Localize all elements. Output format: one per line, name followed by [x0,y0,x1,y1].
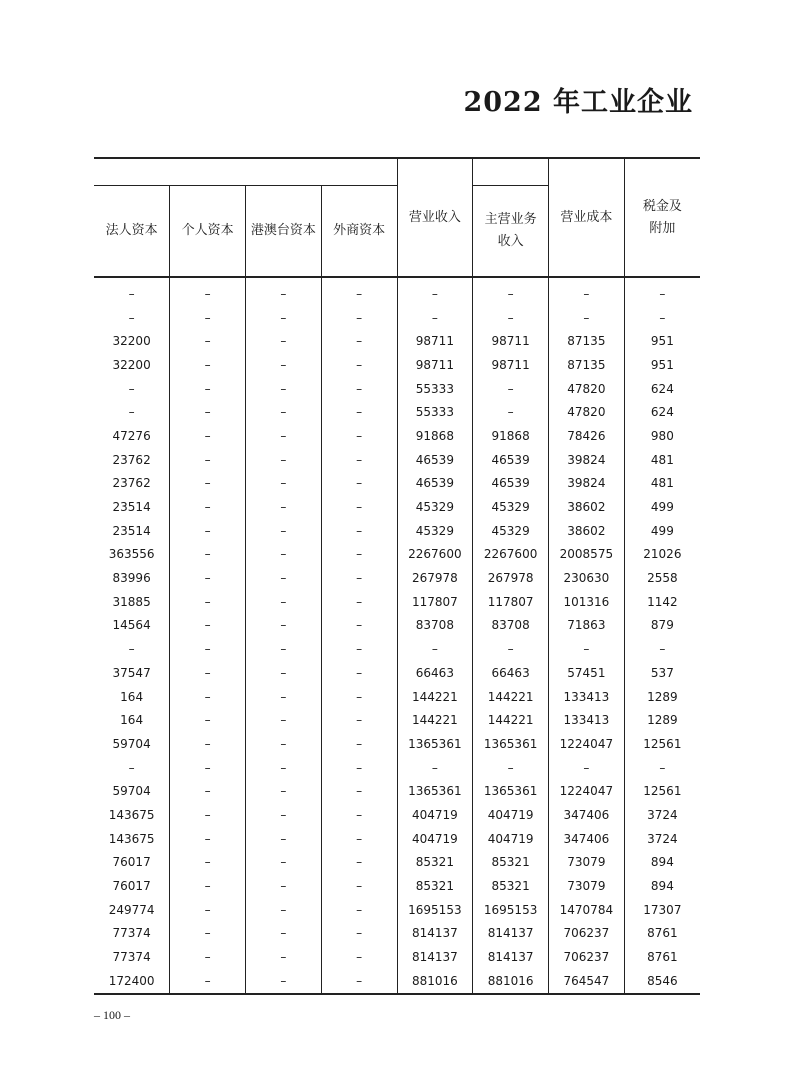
table-cell: – [321,448,397,472]
page-number: – 100 – [94,1008,130,1022]
table-cell: – [246,329,322,353]
table-cell: – [170,543,246,567]
table-cell: 1695153 [397,898,473,922]
table-cell: 2558 [624,566,700,590]
table-cell: 144221 [397,685,473,709]
table-cell: – [170,756,246,780]
table-cell: – [397,637,473,661]
table-row [94,732,700,756]
table-cell: – [321,803,397,827]
table-cell: – [246,448,322,472]
table-cell: 98711 [397,353,473,377]
table-cell: 8761 [624,945,700,969]
table-cell: – [321,353,397,377]
table-cell: 91868 [473,424,549,448]
table-cell: – [128,760,135,775]
table-row [94,566,700,590]
table-header [94,158,700,277]
table-cell: – [321,519,397,543]
table-cell: – [321,590,397,614]
table-cell: – [246,590,322,614]
table-cell: 133413 [549,708,625,732]
statistics-table [94,157,700,995]
table-cell: – [473,377,549,401]
table-cell: 143675 [108,807,155,822]
table-row [94,898,700,922]
table-cell: 55333 [397,377,473,401]
table-cell: – [246,969,322,994]
table-cell: 347406 [549,803,625,827]
table-cell: – [397,756,473,780]
table-cell: – [321,306,397,330]
table-cell: 1470784 [549,898,625,922]
table-cell: 172400 [94,969,170,994]
table-cell: 133413 [549,685,625,709]
table-row [94,969,700,994]
table-row [94,519,700,543]
table-cell: – [128,381,135,396]
table-cell: 164 [120,713,144,728]
page-title: 2022 年工业企业 [463,87,693,118]
table-cell: – [170,969,246,994]
table-cell: 46539 [473,472,549,496]
table-row [94,827,700,851]
table-cell: 14564 [112,618,151,633]
header-legal-person-capital: 法人资本 [94,186,170,278]
table-cell: 230630 [549,566,625,590]
table-cell: – [246,898,322,922]
table-cell: – [321,543,397,567]
table-cell: 117807 [473,590,549,614]
table-cell: – [170,945,246,969]
table-cell: 164 [120,689,144,704]
table-cell: – [397,306,473,330]
table-cell: – [170,732,246,756]
table-cell: 363556 [108,547,155,562]
table-cell: 55333 [397,400,473,424]
table-cell: 47820 [549,400,625,424]
table-cell: – [170,519,246,543]
table-cell: – [170,353,246,377]
table-cell: – [170,424,246,448]
table-cell: 347406 [549,827,625,851]
table-cell: 8546 [624,969,700,994]
table-cell: 764547 [549,969,625,994]
table-cell: 98711 [473,353,549,377]
table-cell: – [246,661,322,685]
table-cell: – [624,756,700,780]
table-cell: – [321,756,397,780]
table-cell: 1289 [624,685,700,709]
table-cell: 32200 [112,357,151,372]
table-cell: – [246,874,322,898]
table-cell: 144221 [397,708,473,732]
table-cell: – [473,306,549,330]
table-cell: 249774 [108,902,155,917]
table-cell: 66463 [397,661,473,685]
table-cell: 706237 [549,945,625,969]
table-cell: 267978 [473,566,549,590]
table-cell: – [246,495,322,519]
table-cell: – [321,637,397,661]
table-cell: 98711 [397,329,473,353]
table-cell: – [397,277,473,306]
table-cell: 1365361 [397,779,473,803]
table-cell: 59704 [112,784,151,799]
table-row [94,424,700,448]
table-cell: – [170,590,246,614]
table-cell: – [170,661,246,685]
table-cell: – [246,732,322,756]
table-cell: – [321,685,397,709]
table-cell: – [170,898,246,922]
table-row [94,353,700,377]
table-cell: 1224047 [549,779,625,803]
table-cell: 21026 [624,543,700,567]
table-cell: 83708 [397,614,473,638]
table-cell: – [170,685,246,709]
table-cell: – [246,353,322,377]
header-foreign-capital: 外商资本 [321,186,397,278]
table-cell: 2267600 [397,543,473,567]
table-cell: 881016 [397,969,473,994]
table-cell: – [321,708,397,732]
table-cell: – [246,779,322,803]
table-row [94,922,700,946]
table-cell: 404719 [397,803,473,827]
table-cell: – [170,922,246,946]
table-cell: – [246,306,322,330]
table-cell: 37547 [112,665,151,680]
table-row [94,495,700,519]
table-cell: – [170,400,246,424]
table-cell: – [321,851,397,875]
table-cell: – [321,377,397,401]
table-cell: – [473,277,549,306]
table-row [94,472,700,496]
table-cell: 57451 [549,661,625,685]
table-cell: – [321,495,397,519]
table-cell: – [321,827,397,851]
table-cell: 85321 [473,851,549,875]
table-row [94,685,700,709]
table-cell: – [170,377,246,401]
table-cell: 706237 [549,922,625,946]
table-cell: 76017 [112,855,151,870]
table-cell: 46539 [397,472,473,496]
table-cell: 481 [624,472,700,496]
table-cell: 1695153 [473,898,549,922]
table-cell: 951 [624,353,700,377]
table-cell: – [246,377,322,401]
table-cell: – [246,685,322,709]
table-cell: 404719 [473,803,549,827]
table-cell: 45329 [473,495,549,519]
table-cell: – [624,637,700,661]
table-cell: 814137 [397,945,473,969]
table-row [94,543,700,567]
table-row [94,306,700,330]
table-cell: 71863 [549,614,625,638]
table-row [94,637,700,661]
table-cell: 45329 [397,519,473,543]
header-group-main-business [473,158,549,186]
table-cell: 951 [624,329,700,353]
table-cell: – [473,400,549,424]
table-cell: 17307 [624,898,700,922]
table-cell: 12561 [624,779,700,803]
table-cell: – [170,472,246,496]
table-cell: 23514 [112,500,151,515]
table-row [94,329,700,353]
table-cell: – [321,779,397,803]
table-cell: – [549,306,625,330]
table-cell: – [170,851,246,875]
table-row [94,400,700,424]
table-cell: – [170,874,246,898]
table-cell: – [170,614,246,638]
table-row [94,803,700,827]
table-row [94,874,700,898]
header-individual-capital: 个人资本 [170,186,246,278]
table-cell: 85321 [397,851,473,875]
table-cell: – [624,306,700,330]
table-cell: 144221 [473,685,549,709]
table-row [94,590,700,614]
table-cell: 46539 [473,448,549,472]
table-cell: – [321,400,397,424]
table-cell: 1365361 [473,779,549,803]
table-cell: – [170,708,246,732]
table-cell: 77374 [112,950,151,965]
table-cell: – [170,448,246,472]
table-cell: 73079 [549,851,625,875]
table-cell: 144221 [473,708,549,732]
table-cell: – [170,827,246,851]
table-cell: 85321 [397,874,473,898]
table-cell: 8761 [624,922,700,946]
table-cell: 980 [624,424,700,448]
table-cell: 101316 [549,590,625,614]
table-cell: – [321,874,397,898]
table-cell: 2008575 [549,543,625,567]
table-cell: 39824 [549,448,625,472]
table-cell: – [246,637,322,661]
table-cell: – [246,566,322,590]
table-cell: – [128,286,135,301]
table-cell: – [321,661,397,685]
table-cell: 73079 [549,874,625,898]
table-cell: 23514 [112,523,151,538]
table-cell: – [321,945,397,969]
table-cell: 83708 [473,614,549,638]
table-cell: 404719 [473,827,549,851]
table-cell: – [473,756,549,780]
table-cell: – [624,277,700,306]
table-cell: – [246,424,322,448]
table-row [94,945,700,969]
table-cell: 267978 [397,566,473,590]
table-cell: – [170,779,246,803]
table-cell: – [246,543,322,567]
table-cell: 87135 [549,329,625,353]
table-cell: – [246,708,322,732]
table-cell: 87135 [549,353,625,377]
table-row [94,851,700,875]
table-cell: – [246,400,322,424]
table-cell: 77374 [112,926,151,941]
table-cell: 879 [624,614,700,638]
table-cell: – [246,614,322,638]
header-taxes-surcharges: 税金及 附加 [624,158,700,277]
table-cell: 23762 [112,452,151,467]
table-cell: 117807 [397,590,473,614]
table-cell: – [321,277,397,306]
table-cell: – [321,898,397,922]
table-cell: – [321,329,397,353]
table-cell: 91868 [397,424,473,448]
table-cell: – [170,495,246,519]
table-cell: – [128,310,135,325]
table-cell: – [549,637,625,661]
table-cell: 3724 [624,803,700,827]
table-cell: – [128,642,135,657]
table-cell: – [321,969,397,994]
table-cell: – [246,851,322,875]
table-cell: 143675 [108,831,155,846]
table-cell: 499 [624,495,700,519]
table-cell: 31885 [112,594,151,609]
header-group-capital [94,158,397,186]
table-row [94,277,700,306]
table-cell: 2267600 [473,543,549,567]
table-cell: – [473,637,549,661]
table-cell: 98711 [473,329,549,353]
table-cell: 1365361 [473,732,549,756]
table-cell: 624 [624,400,700,424]
table-cell: 1224047 [549,732,625,756]
table-cell: – [246,472,322,496]
table-cell: – [246,519,322,543]
table-cell: 1289 [624,708,700,732]
table-cell: – [170,329,246,353]
table-body [94,277,700,994]
header-hk-macao-taiwan-capital: 港澳台资本 [246,186,322,278]
table-cell: 3724 [624,827,700,851]
table-cell: 47820 [549,377,625,401]
table-cell: 537 [624,661,700,685]
table-cell: 38602 [549,495,625,519]
table-cell: – [549,756,625,780]
table-row [94,756,700,780]
table-cell: 12561 [624,732,700,756]
table-cell: – [246,803,322,827]
header-operating-revenue: 营业收入 [397,158,473,277]
table-cell: 38602 [549,519,625,543]
table-cell: – [321,566,397,590]
table-cell: 76017 [112,879,151,894]
table-cell: – [321,614,397,638]
table-cell: – [128,405,135,420]
table-cell: – [549,277,625,306]
table-cell: – [246,756,322,780]
table-cell: – [170,566,246,590]
table-cell: – [246,922,322,946]
table-cell: 481 [624,448,700,472]
table-cell: – [321,424,397,448]
table-cell: – [321,732,397,756]
table-cell: 624 [624,377,700,401]
table-row [94,661,700,685]
table-cell: – [170,803,246,827]
table-row [94,779,700,803]
table-cell: – [321,472,397,496]
table-cell: 83996 [112,571,151,586]
table-cell: 499 [624,519,700,543]
table-cell: 45329 [397,495,473,519]
table-cell: 23762 [112,476,151,491]
table-cell: 85321 [473,874,549,898]
header-operating-cost: 营业成本 [549,158,625,277]
table-cell: 66463 [473,661,549,685]
header-main-business-revenue: 主营业务 收入 [473,186,549,278]
table-row [94,448,700,472]
table-cell: 1142 [624,590,700,614]
table-row [94,708,700,732]
table-cell: – [170,277,246,306]
table-cell: 814137 [473,922,549,946]
table-cell: 59704 [112,736,151,751]
table-cell: 32200 [112,334,151,349]
table-cell: 894 [624,874,700,898]
table-cell: 47276 [112,428,151,443]
table-cell: – [246,827,322,851]
table-cell: – [246,945,322,969]
table-cell: 78426 [549,424,625,448]
table-cell: 894 [624,851,700,875]
table-cell: 39824 [549,472,625,496]
table-cell: 1365361 [397,732,473,756]
table-cell: 814137 [473,945,549,969]
table-cell: 404719 [397,827,473,851]
table-cell: 46539 [397,448,473,472]
table-cell: – [170,306,246,330]
table-row [94,377,700,401]
table-cell: 814137 [397,922,473,946]
table-row [94,614,700,638]
table-cell: 881016 [473,969,549,994]
table-cell: – [246,277,322,306]
table-cell: – [170,637,246,661]
table-cell: – [321,922,397,946]
table-cell: 45329 [473,519,549,543]
